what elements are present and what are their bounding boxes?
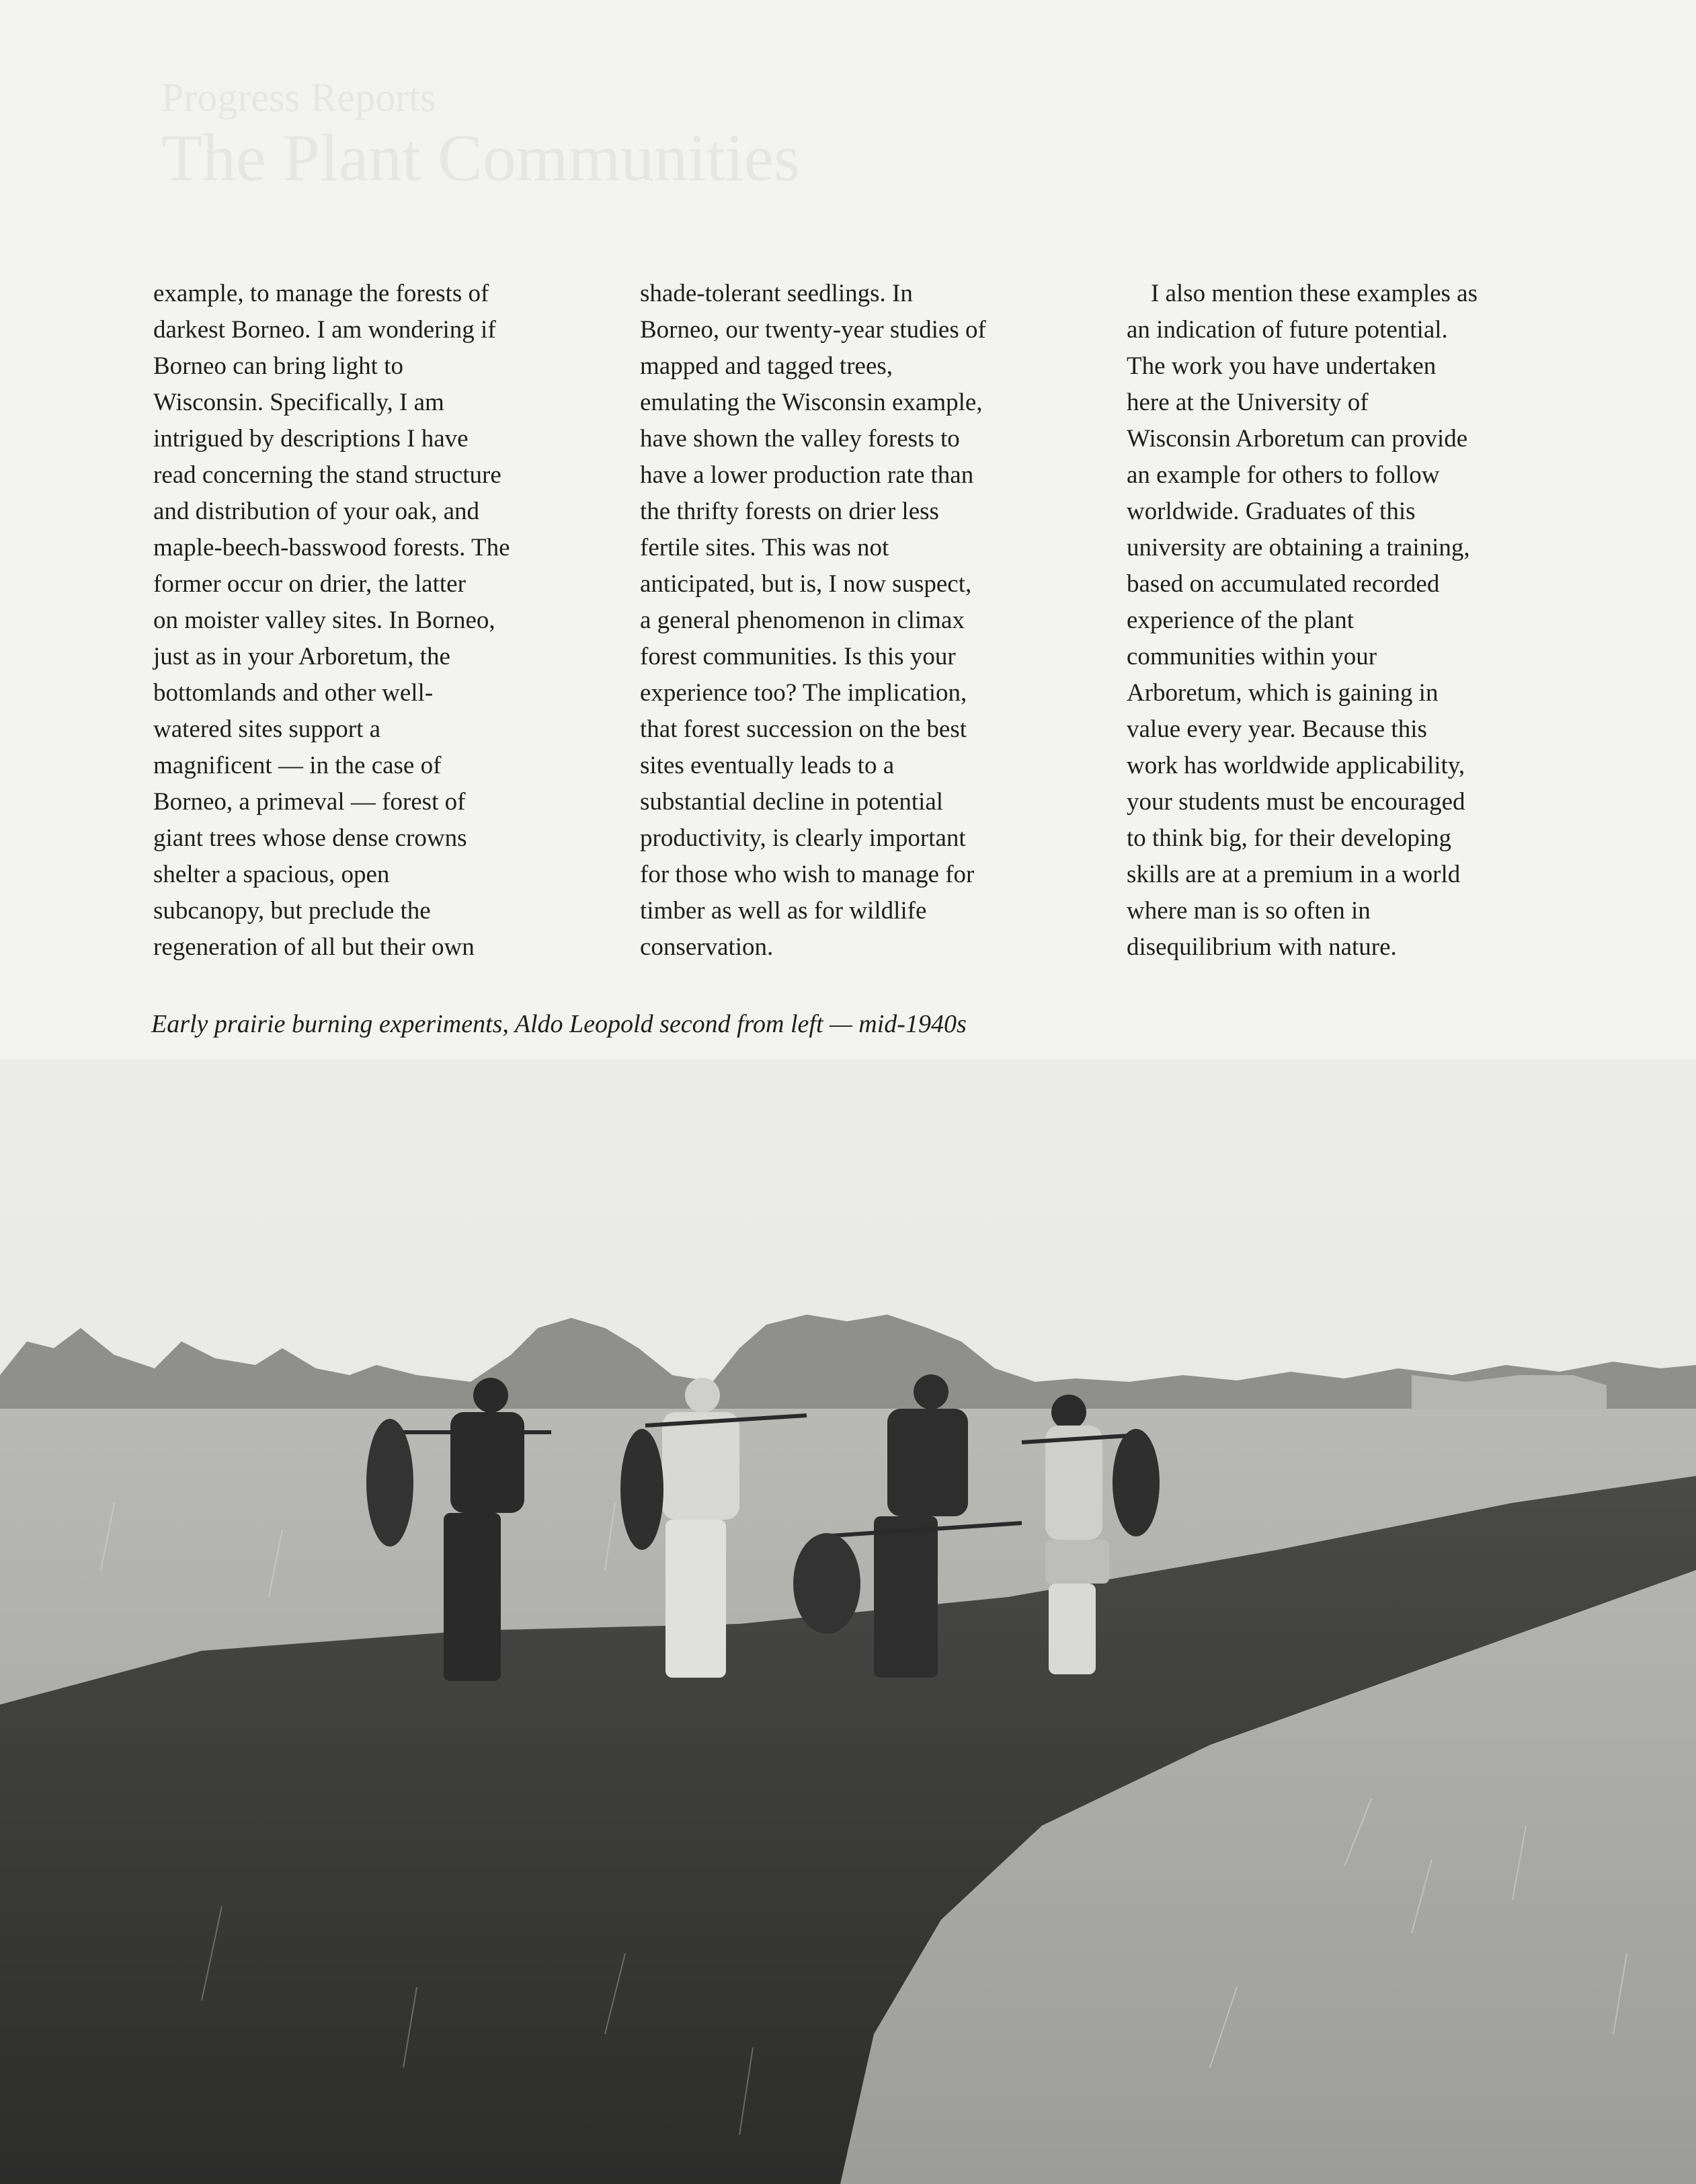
text-line: to think big, for their developing bbox=[1127, 824, 1451, 852]
ghost-header bbox=[161, 74, 800, 195]
text-line: work has worldwide applicability, bbox=[1127, 752, 1465, 779]
text-line: fertile sites. This was not bbox=[640, 534, 889, 561]
text-line: forest communities. Is this your bbox=[640, 643, 956, 670]
text-line: here at the University of bbox=[1127, 389, 1369, 416]
text-line: Wisconsin Arboretum can provide bbox=[1127, 425, 1468, 453]
text-line: sites eventually leads to a bbox=[640, 752, 895, 779]
text-line: on moister valley sites. In Borneo, bbox=[153, 607, 495, 634]
text-line: productivity, is clearly important bbox=[640, 824, 966, 852]
text-line: regeneration of all but their own bbox=[153, 933, 475, 961]
text-line: conservation. bbox=[640, 933, 774, 961]
text-columns bbox=[0, 276, 1696, 975]
text-line: timber as well as for wildlife bbox=[640, 897, 927, 925]
text-line: a general phenomenon in climax bbox=[640, 607, 965, 634]
text-line: worldwide. Graduates of this bbox=[1127, 498, 1416, 525]
text-line: emulating the Wisconsin example, bbox=[640, 389, 983, 416]
text-line: mapped and tagged trees, bbox=[640, 352, 893, 380]
photo-caption: Early prairie burning experiments, Aldo Leopold second from left — mid-1940s bbox=[151, 1010, 967, 1038]
text-line: former occur on drier, the latter bbox=[153, 570, 466, 598]
text-line: substantial decline in potential bbox=[640, 788, 944, 816]
text-line: communities within your bbox=[1127, 643, 1377, 670]
text-line: have a lower production rate than bbox=[640, 461, 974, 489]
text-line: Borneo, a primeval — forest of bbox=[153, 788, 466, 816]
text-line: darkest Borneo. I am wondering if bbox=[153, 316, 496, 344]
text-line: that forest succession on the best bbox=[640, 715, 967, 743]
text-line: Borneo can bring light to bbox=[153, 352, 403, 380]
text-line: experience of the plant bbox=[1127, 607, 1354, 634]
prairie-burn-photo bbox=[0, 1059, 1696, 2184]
text-line: Wisconsin. Specifically, I am bbox=[153, 389, 444, 416]
text-line: shade-tolerant seedlings. In bbox=[640, 280, 913, 307]
text-line: I also mention these examples as bbox=[1151, 280, 1478, 307]
text-line: for those who wish to manage for bbox=[640, 861, 975, 888]
text-line: intrigued by descriptions I have bbox=[153, 425, 469, 453]
text-line: magnificent — in the case of bbox=[153, 752, 442, 779]
text-line: have shown the valley forests to bbox=[640, 425, 960, 453]
text-line: the thrifty forests on drier less bbox=[640, 498, 939, 525]
ghost-title: The Plant Communities bbox=[161, 120, 800, 195]
text-line: value every year. Because this bbox=[1127, 715, 1427, 743]
text-line: disequilibrium with nature. bbox=[1127, 933, 1397, 961]
ghost-kicker: Progress Reports bbox=[161, 75, 436, 120]
text-line: watered sites support a bbox=[153, 715, 381, 743]
text-line: university are obtaining a training, bbox=[1127, 534, 1470, 561]
text-line: The work you have undertaken bbox=[1127, 352, 1437, 380]
text-line: where man is so often in bbox=[1127, 897, 1371, 925]
column-2 bbox=[640, 276, 1077, 966]
column-3 bbox=[1127, 276, 1564, 966]
text-line: bottomlands and other well- bbox=[153, 679, 434, 707]
text-line: based on accumulated recorded bbox=[1127, 570, 1440, 598]
text-line: subcanopy, but preclude the bbox=[153, 897, 431, 925]
column-1 bbox=[153, 276, 590, 966]
text-line: experience too? The implication, bbox=[640, 679, 967, 707]
text-line: an example for others to follow bbox=[1127, 461, 1440, 489]
text-line: maple-beech-basswood forests. The bbox=[153, 534, 510, 561]
text-line: example, to manage the forests of bbox=[153, 280, 489, 307]
text-line: giant trees whose dense crowns bbox=[153, 824, 467, 852]
text-line: just as in your Arboretum, the bbox=[153, 643, 450, 670]
text-line: Arboretum, which is gaining in bbox=[1127, 679, 1439, 707]
text-line: skills are at a premium in a world bbox=[1127, 861, 1461, 888]
text-line: an indication of future potential. bbox=[1127, 316, 1448, 344]
text-line: and distribution of your oak, and bbox=[153, 498, 480, 525]
text-line: your students must be encouraged bbox=[1127, 788, 1465, 816]
text-line: anticipated, but is, I now suspect, bbox=[640, 570, 972, 598]
text-line: Borneo, our twenty-year studies of bbox=[640, 316, 986, 344]
text-line: shelter a spacious, open bbox=[153, 861, 390, 888]
text-line: read concerning the stand structure bbox=[153, 461, 501, 489]
